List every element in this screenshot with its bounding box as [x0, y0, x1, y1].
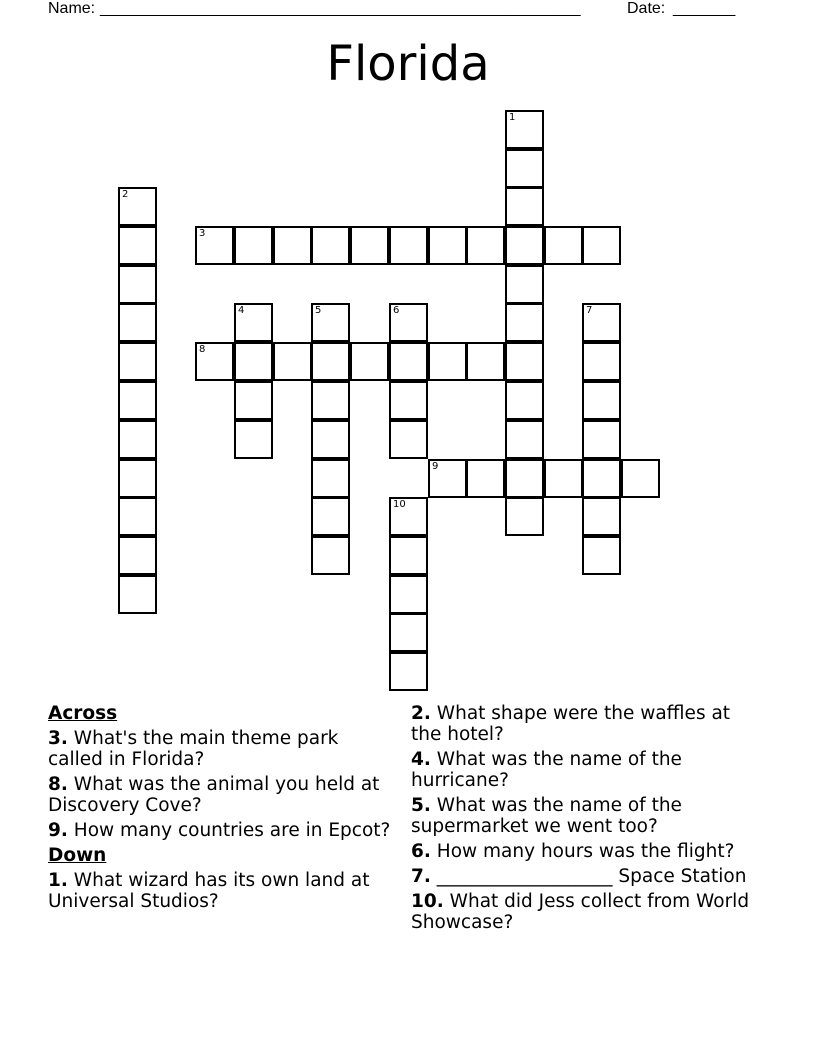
clues-right-column — [411, 703, 761, 937]
grid-cell[interactable] — [466, 226, 505, 265]
grid-cell[interactable] — [118, 226, 157, 265]
cell-number: 5 — [315, 305, 322, 316]
grid-cell[interactable] — [389, 575, 428, 614]
grid-cell[interactable] — [311, 381, 350, 420]
clue-text: What's the main theme park called in Florida? — [48, 728, 339, 770]
clue-down-10 — [411, 891, 761, 933]
clue-across-3 — [48, 728, 393, 770]
grid-cell[interactable] — [428, 226, 467, 265]
clue-number: 4. — [411, 749, 431, 770]
grid-cell[interactable] — [389, 652, 428, 691]
grid-cell[interactable] — [350, 226, 389, 265]
cell-number: 6 — [393, 305, 400, 316]
grid-cell[interactable] — [118, 381, 157, 420]
grid-cell[interactable] — [505, 265, 544, 304]
grid-cell[interactable] — [118, 265, 157, 304]
grid-cell[interactable] — [350, 342, 389, 381]
grid-cell[interactable] — [234, 303, 273, 342]
grid-cell[interactable] — [505, 110, 544, 149]
clue-text: What was the name of the hurricane? — [411, 749, 682, 791]
grid-cell[interactable] — [311, 303, 350, 342]
grid-cell[interactable] — [505, 497, 544, 536]
clues-left-column — [48, 703, 393, 916]
grid-cell[interactable] — [311, 497, 350, 536]
clue-down-1 — [48, 870, 393, 912]
grid-cell[interactable] — [118, 459, 157, 498]
grid-cell[interactable] — [544, 459, 583, 498]
clue-down-7 — [411, 866, 761, 887]
clue-number: 10. — [411, 891, 444, 912]
grid-cell[interactable] — [389, 303, 428, 342]
grid-cell[interactable] — [118, 342, 157, 381]
grid-cell[interactable] — [118, 536, 157, 575]
clue-text: What shape were the waffles at the hotel? — [411, 703, 731, 745]
grid-cell[interactable] — [234, 420, 273, 459]
page-title: Florida — [326, 36, 490, 92]
cell-number: 9 — [432, 461, 439, 472]
grid-cell[interactable] — [544, 226, 583, 265]
cell-number: 3 — [199, 228, 206, 239]
clue-down-5 — [411, 795, 761, 837]
grid-cell[interactable] — [505, 226, 544, 265]
grid-cell[interactable] — [582, 459, 621, 498]
grid-cell[interactable] — [505, 459, 544, 498]
grid-cell[interactable] — [505, 303, 544, 342]
grid-cell[interactable] — [582, 497, 621, 536]
grid-cell[interactable] — [118, 575, 157, 614]
clue-number: 7. — [411, 866, 431, 887]
grid-cell[interactable] — [389, 497, 428, 536]
grid-cell[interactable] — [505, 381, 544, 420]
date-field[interactable]: _______ — [673, 0, 736, 17]
grid-cell[interactable] — [311, 459, 350, 498]
clue-number: 1. — [48, 870, 68, 891]
grid-cell[interactable] — [118, 420, 157, 459]
grid-cell[interactable] — [234, 342, 273, 381]
clue-number: 2. — [411, 703, 431, 724]
name-label: Name: — [48, 0, 96, 17]
date-label: Date: — [627, 0, 666, 17]
grid-cell[interactable] — [505, 420, 544, 459]
grid-cell[interactable] — [234, 226, 273, 265]
grid-cell[interactable] — [428, 342, 467, 381]
grid-cell[interactable] — [582, 536, 621, 575]
cell-number: 10 — [393, 499, 406, 510]
grid-cell[interactable] — [389, 342, 428, 381]
grid-cell[interactable] — [195, 226, 234, 265]
clue-number: 3. — [48, 728, 68, 749]
grid-cell[interactable] — [118, 303, 157, 342]
grid-cell[interactable] — [118, 497, 157, 536]
grid-cell[interactable] — [582, 381, 621, 420]
grid-cell[interactable] — [389, 613, 428, 652]
grid-cell[interactable] — [311, 420, 350, 459]
grid-cell[interactable] — [389, 381, 428, 420]
cell-number: 8 — [199, 344, 206, 355]
grid-cell[interactable] — [273, 342, 312, 381]
grid-cell[interactable] — [195, 342, 234, 381]
name-field[interactable]: ______________________________________________________ — [100, 0, 581, 17]
clue-text: ___________________ Space Station — [436, 866, 747, 887]
clue-text: How many countries are in Epcot? — [73, 820, 391, 841]
clue-down-6 — [411, 841, 761, 862]
grid-cell[interactable] — [311, 342, 350, 381]
grid-cell[interactable] — [466, 342, 505, 381]
clue-number: 5. — [411, 795, 431, 816]
grid-cell[interactable] — [311, 226, 350, 265]
cell-number: 7 — [586, 305, 593, 316]
grid-cell[interactable] — [505, 149, 544, 188]
grid-cell[interactable] — [466, 459, 505, 498]
clue-across-9 — [48, 820, 393, 841]
grid-cell[interactable] — [582, 342, 621, 381]
grid-cell[interactable] — [389, 536, 428, 575]
grid-cell[interactable] — [582, 303, 621, 342]
clue-text: What was the name of the supermarket we went too? — [411, 795, 682, 837]
grid-cell[interactable] — [234, 381, 273, 420]
grid-cell[interactable] — [621, 459, 660, 498]
grid-cell[interactable] — [311, 536, 350, 575]
grid-cell[interactable] — [118, 187, 157, 226]
cell-number: 4 — [238, 305, 245, 316]
clue-text: How many hours was the flight? — [436, 841, 735, 862]
clue-number: 9. — [48, 820, 68, 841]
grid-cell[interactable] — [505, 187, 544, 226]
clue-down-2 — [411, 703, 761, 745]
cell-number: 2 — [122, 189, 129, 200]
grid-cell[interactable] — [582, 420, 621, 459]
clue-number: 8. — [48, 774, 68, 795]
clue-text: What was the animal you held at Discovery Cove? — [48, 774, 380, 816]
grid-cell[interactable] — [273, 226, 312, 265]
down-heading: Down — [48, 845, 107, 866]
grid-cell[interactable] — [389, 226, 428, 265]
cell-number: 1 — [509, 112, 516, 123]
clue-text: What wizard has its own land at Universal Studios? — [48, 870, 370, 912]
grid-cell[interactable] — [389, 420, 428, 459]
grid-cell[interactable] — [428, 459, 467, 498]
clue-down-4 — [411, 749, 761, 791]
clue-across-8 — [48, 774, 393, 816]
across-heading: Across — [48, 703, 118, 724]
grid-cell[interactable] — [582, 226, 621, 265]
grid-cell[interactable] — [505, 342, 544, 381]
clue-text: What did Jess collect from World Showcase? — [411, 891, 750, 933]
clue-number: 6. — [411, 841, 431, 862]
